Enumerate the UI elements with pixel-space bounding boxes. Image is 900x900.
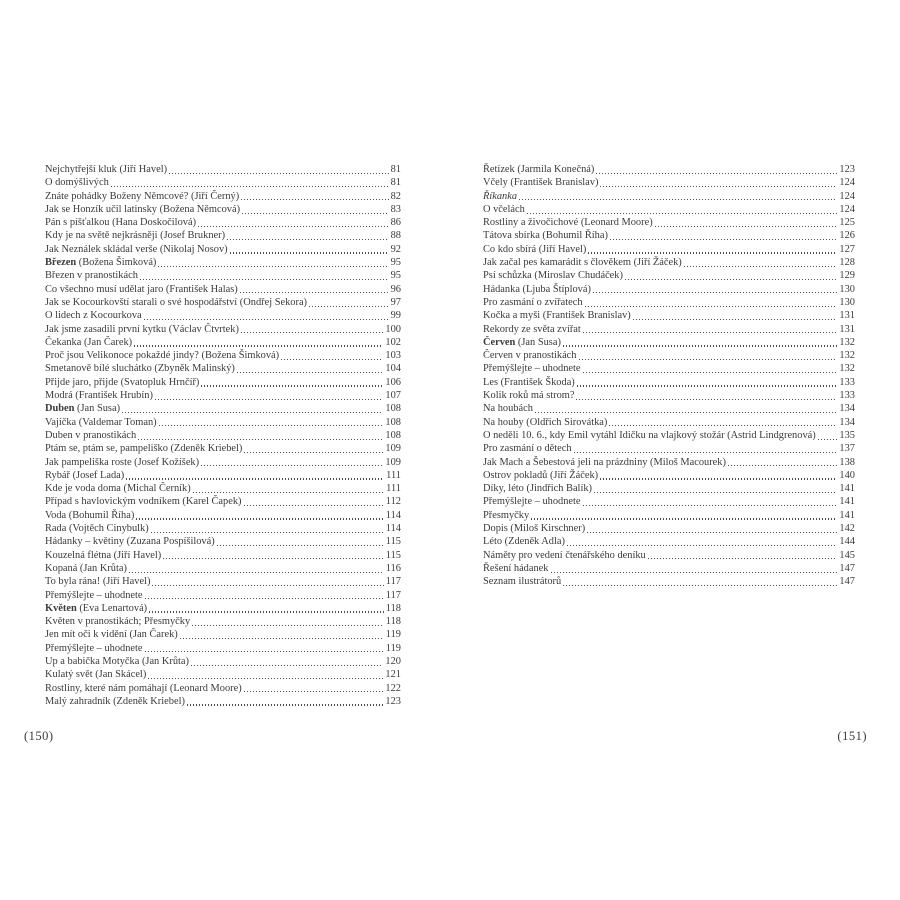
toc-entry-title: Červen v pranostikách: [483, 350, 577, 362]
dot-leader: [280, 349, 384, 362]
toc-entry-title: To byla rána! (Jiří Havel): [45, 576, 151, 588]
toc-entry-page: 121: [385, 669, 401, 681]
toc-entry-page: 114: [385, 523, 401, 535]
toc-entry-page: 122: [385, 682, 401, 694]
toc-entry: [483, 522, 855, 535]
toc-entry-title: Jak Mach a Šebestová jeli na prázdniny (Miloš Macourek): [483, 456, 726, 468]
dot-leader: [534, 402, 838, 415]
dot-leader: [530, 509, 838, 522]
dot-leader: [582, 495, 839, 508]
dot-leader: [683, 256, 839, 269]
toc-entry-title: Pro zasmání o dětech: [483, 443, 572, 455]
toc-entry: [483, 535, 855, 548]
toc-entry-title: Náměty pro vedení čtenářského deníku: [483, 549, 646, 561]
toc-entry-page: 96: [390, 283, 401, 295]
dot-leader: [550, 562, 839, 575]
toc-entry: [45, 229, 401, 242]
dot-leader: [578, 349, 839, 362]
toc-entry-page: 124: [839, 177, 855, 189]
toc-entry-title: Co kdo sbírá (Jiří Havel): [483, 243, 587, 255]
toc-entry-title: Přemýšlejte – uhodnete: [45, 589, 143, 601]
toc-entry-title: Rybář (Josef Lada): [45, 469, 125, 481]
toc-entry-title: Jen mít oči k vidění (Jan Čarek): [45, 629, 178, 641]
toc-entry-title: Seznam ilustrátorů: [483, 576, 562, 588]
toc-entry: [45, 628, 401, 641]
toc-entry-title: Na houbách: [483, 403, 533, 415]
toc-entry-page: 103: [385, 350, 401, 362]
toc-entry-page: 102: [385, 336, 401, 348]
right-page-toc-list: [483, 163, 855, 589]
dot-leader: [582, 362, 839, 375]
toc-entry: [45, 695, 401, 708]
toc-entry: [45, 283, 401, 296]
dot-leader: [139, 269, 390, 282]
toc-entry-page: 86: [390, 217, 401, 229]
toc-entry-page: 107: [385, 390, 401, 402]
toc-entry: [45, 296, 401, 309]
toc-entry-title: Tátova sbírka (Bohumil Říha): [483, 230, 608, 242]
toc-entry-page: 134: [839, 416, 855, 428]
toc-entry: [483, 456, 855, 469]
toc-entry: [483, 562, 855, 575]
dot-leader: [158, 416, 385, 429]
toc-entry-page: 97: [390, 296, 401, 308]
toc-entry-page: 144: [839, 536, 855, 548]
dot-leader: [128, 562, 385, 575]
toc-entry: [45, 389, 401, 402]
toc-entry: [45, 469, 401, 482]
toc-entry-title: Malý zahradník (Zdeněk Kriebel): [45, 695, 185, 707]
toc-entry: [45, 416, 401, 429]
toc-entry-page: 115: [385, 549, 401, 561]
toc-entry-title: O včelách: [483, 203, 525, 215]
toc-entry-title: Kopaná (Jan Krůta): [45, 562, 127, 574]
toc-entry-page: 141: [839, 483, 855, 495]
toc-entry-title: Přemýšlejte – uhodnete: [483, 496, 581, 508]
toc-entry-page: 147: [839, 576, 855, 588]
toc-entry-title: Ostrov pokladů (Jiří Žáček): [483, 469, 599, 481]
toc-entry-page: 123: [839, 164, 855, 175]
toc-entry: [45, 456, 401, 469]
toc-entry-title: Modrá (František Hrubín): [45, 390, 153, 402]
toc-entry-title: Hádanka (Ljuba Štíplová): [483, 283, 591, 295]
toc-entry-title: Proč jsou Velikonoce pokaždé jindy? (Božena Šimková): [45, 350, 280, 362]
toc-entry-page: 82: [390, 190, 401, 202]
toc-entry-title: Nejchytřejší kluk (Jiří Havel): [45, 164, 168, 175]
toc-entry-title: Kolik roků má strom?: [483, 390, 575, 402]
dot-leader: [654, 216, 839, 229]
dot-leader: [197, 216, 390, 229]
left-page-toc-list: [45, 163, 401, 708]
toc-entry: [483, 203, 855, 216]
dot-leader: [190, 655, 384, 668]
dot-leader: [632, 309, 839, 322]
toc-entry: [483, 216, 855, 229]
toc-entry-page: 132: [839, 336, 855, 348]
dot-leader: [162, 549, 385, 562]
toc-entry: [45, 575, 401, 588]
toc-entry-title: Rada (Vojtěch Cinybulk): [45, 523, 149, 535]
toc-entry: [45, 336, 401, 349]
toc-entry: [45, 429, 401, 442]
toc-entry: [45, 668, 401, 681]
toc-entry-page: 132: [839, 350, 855, 362]
dot-leader: [647, 549, 839, 562]
toc-entry: [483, 323, 855, 336]
toc-entry-title: Říkanka: [483, 190, 518, 202]
toc-entry-page: 111: [386, 469, 401, 481]
dot-leader: [200, 376, 384, 389]
toc-entry-page: 138: [839, 456, 855, 468]
toc-entry-page: 140: [839, 469, 855, 481]
dot-leader: [150, 522, 385, 535]
dot-leader: [573, 442, 839, 455]
dot-leader: [582, 323, 839, 336]
toc-entry: [45, 655, 401, 668]
toc-entry-title: Jak Neználek skládal verše (Nikolaj Nosov): [45, 243, 228, 255]
toc-entry: [483, 575, 855, 588]
toc-entry-page: 117: [385, 576, 401, 588]
dot-leader: [226, 229, 390, 242]
toc-entry-title: Přesmyčky: [483, 509, 530, 521]
dot-leader: [110, 176, 390, 189]
toc-entry-page: 125: [839, 217, 855, 229]
dot-leader: [179, 628, 385, 641]
toc-entry-page: 81: [390, 177, 401, 189]
toc-entry: [45, 216, 401, 229]
toc-entry-title: Hádanky – květiny (Zuzana Pospíšilová): [45, 536, 215, 548]
toc-entry: [45, 243, 401, 256]
toc-entry-page: 145: [839, 549, 855, 561]
toc-entry-title: Včely (František Branislav): [483, 177, 599, 189]
toc-entry: [483, 509, 855, 522]
toc-entry-title: Kde je voda doma (Michal Černík): [45, 483, 191, 495]
toc-entry: [45, 323, 401, 336]
toc-entry-page: 130: [839, 283, 855, 295]
toc-entry: [483, 416, 855, 429]
toc-entry: [45, 682, 401, 695]
toc-entry-title: Díky, léto (Jindřich Balík): [483, 483, 592, 495]
toc-entry: [483, 190, 855, 203]
dot-leader: [200, 456, 384, 469]
toc-entry: [483, 429, 855, 442]
toc-entry-title: Vajíčka (Valdemar Toman): [45, 416, 157, 428]
toc-entry-page: 114: [385, 509, 401, 521]
toc-entry-title: Jak se Honzík učil latinsky (Božena Němcová): [45, 203, 241, 215]
dot-leader: [241, 203, 390, 216]
dot-leader: [593, 482, 838, 495]
toc-entry: [45, 495, 401, 508]
toc-entry-page: 88: [390, 230, 401, 242]
toc-entry-title: Čekanka (Jan Čarek): [45, 336, 133, 348]
dot-leader: [599, 469, 838, 482]
dot-leader: [562, 575, 838, 588]
toc-entry-page: 120: [385, 655, 401, 667]
right-page-number: (151): [837, 729, 867, 743]
toc-entry-page: 99: [390, 310, 401, 322]
toc-entry-title: Pán s píšťalkou (Hana Doskočilová): [45, 217, 197, 229]
dot-leader: [576, 376, 839, 389]
toc-entry-title: Rostliny a živočichové (Leonard Moore): [483, 217, 653, 229]
toc-entry-page: 119: [385, 629, 401, 641]
toc-entry-title: Co všechno musí udělat jaro (František Halas): [45, 283, 238, 295]
toc-entry: [483, 376, 855, 389]
dot-leader: [144, 642, 385, 655]
toc-entry: [45, 615, 401, 628]
dot-leader: [151, 575, 384, 588]
dot-leader: [575, 389, 838, 402]
toc-entry: [483, 309, 855, 322]
dot-leader: [308, 296, 390, 309]
dot-leader: [243, 682, 385, 695]
dot-leader: [229, 243, 390, 256]
toc-entry: [483, 283, 855, 296]
toc-entry-title: Na houby (Oldřich Sirovátka): [483, 416, 608, 428]
dot-leader: [137, 429, 384, 442]
dot-leader: [154, 389, 384, 402]
dot-leader: [586, 522, 838, 535]
toc-entry-title: Ptám se, ptám se, pampeliško (Zdeněk Kriebel): [45, 443, 243, 455]
toc-entry-page: 112: [385, 496, 401, 508]
toc-entry: [45, 402, 401, 415]
toc-entry-title: Březen (Božena Šimková): [45, 257, 157, 269]
toc-entry-page: 83: [390, 203, 401, 215]
toc-entry-page: 104: [385, 363, 401, 375]
toc-entry: [483, 269, 855, 282]
toc-entry-title: Kdy je na světě nejkrásněji (Josef Brukner): [45, 230, 226, 242]
toc-entry-page: 92: [390, 243, 401, 255]
toc-entry-page: 142: [839, 523, 855, 535]
toc-entry: [483, 469, 855, 482]
toc-entry-title: Jak pampeliška roste (Josef Kožíšek): [45, 456, 200, 468]
dot-leader: [727, 456, 838, 469]
toc-entry-page: 118: [385, 602, 401, 614]
toc-entry-page: 123: [385, 695, 401, 707]
dot-leader: [191, 615, 385, 628]
toc-entry: [45, 176, 401, 189]
dot-leader: [566, 535, 838, 548]
toc-entry: [483, 402, 855, 415]
toc-entry-page: 127: [839, 243, 855, 255]
toc-entry-title: Květen v pranostikách; Přesmyčky: [45, 616, 191, 628]
dot-leader: [157, 256, 389, 269]
toc-entry-page: 137: [839, 443, 855, 455]
toc-entry: [483, 256, 855, 269]
toc-entry-title: Dopis (Miloš Kirschner): [483, 523, 586, 535]
toc-entry: [45, 203, 401, 216]
toc-entry: [483, 176, 855, 189]
toc-entry-page: 116: [385, 562, 401, 574]
dot-leader: [595, 163, 838, 176]
toc-entry-title: Přemýšlejte – uhodnete: [483, 363, 581, 375]
toc-entry-title: Řešení hádanek: [483, 562, 549, 574]
toc-entry-title: Smetanově bílé sluchátko (Zbyněk Malinský): [45, 363, 235, 375]
toc-entry-page: 108: [385, 416, 401, 428]
toc-entry-title: Jak začal pes kamarádit s člověkem (Jiří Žáček): [483, 257, 682, 269]
toc-entry-title: Léto (Zdeněk Adla): [483, 536, 565, 548]
toc-entry-page: 95: [390, 257, 401, 269]
toc-entry-title: Duben (Jan Susa): [45, 403, 121, 415]
left-page-number: (150): [24, 729, 54, 743]
toc-entry: [45, 522, 401, 535]
dot-leader: [562, 336, 838, 349]
toc-entry-page: 117: [385, 589, 401, 601]
toc-entry-title: Červen (Jan Susa): [483, 336, 561, 348]
toc-entry-page: 129: [839, 270, 855, 282]
toc-entry-title: Psí schůzka (Miroslav Chudáček): [483, 270, 623, 282]
toc-entry-page: 128: [839, 257, 855, 269]
toc-entry-title: Duben v pranostikách: [45, 429, 137, 441]
dot-leader: [239, 283, 390, 296]
dot-leader: [192, 482, 385, 495]
dot-leader: [135, 509, 385, 522]
toc-entry: [45, 442, 401, 455]
toc-entry-page: 141: [839, 496, 855, 508]
dot-leader: [121, 402, 384, 415]
toc-entry-page: 124: [839, 190, 855, 202]
dot-leader: [148, 602, 385, 615]
toc-entry-page: 109: [385, 456, 401, 468]
toc-entry: [483, 389, 855, 402]
dot-leader: [240, 190, 389, 203]
toc-entry: [483, 296, 855, 309]
toc-entry-page: 132: [839, 363, 855, 375]
dot-leader: [143, 309, 390, 322]
toc-entry: [483, 336, 855, 349]
toc-entry: [483, 495, 855, 508]
toc-entry-page: 133: [839, 376, 855, 388]
toc-entry: [45, 256, 401, 269]
dot-leader: [133, 336, 384, 349]
dot-leader: [168, 163, 390, 176]
toc-entry-title: Kočka a myši (František Branislav): [483, 310, 631, 322]
dot-leader: [236, 362, 385, 375]
toc-entry-title: Řetízek (Jarmila Konečná): [483, 164, 595, 175]
toc-entry-title: Přijde jaro, přijde (Svatopluk Hrnčíř): [45, 376, 200, 388]
toc-entry-page: 133: [839, 390, 855, 402]
toc-entry: [483, 549, 855, 562]
toc-entry-title: Květen (Eva Lenartová): [45, 602, 148, 614]
toc-entry-title: Les (František Škoda): [483, 376, 575, 388]
toc-entry-page: 119: [385, 642, 401, 654]
toc-entry-title: Případ s havlovickým vodníkem (Karel Čapek): [45, 496, 242, 508]
toc-entry-page: 108: [385, 403, 401, 415]
toc-entry-page: 131: [839, 323, 855, 335]
toc-entry-page: 130: [839, 296, 855, 308]
toc-entry-page: 126: [839, 230, 855, 242]
dot-leader: [147, 668, 384, 681]
toc-entry-title: Rekordy ze světa zvířat: [483, 323, 581, 335]
dot-leader: [144, 589, 385, 602]
dot-leader: [584, 296, 839, 309]
toc-entry: [45, 376, 401, 389]
toc-entry-title: Rostliny, které nám pomáhají (Leonard Moore): [45, 682, 242, 694]
toc-entry: [45, 349, 401, 362]
toc-entry: [45, 362, 401, 375]
dot-leader: [243, 495, 385, 508]
toc-entry: [483, 442, 855, 455]
toc-entry: [45, 562, 401, 575]
dot-leader: [587, 243, 838, 256]
toc-entry-title: O neděli 10. 6., kdy Emil vytáhl Idičku na vlajkový stožár (Astrid Lindgrenová): [483, 429, 816, 441]
toc-entry-page: 81: [390, 164, 401, 175]
toc-entry-title: Březen v pranostikách: [45, 270, 138, 282]
toc-entry-page: 134: [839, 403, 855, 415]
dot-leader: [624, 269, 838, 282]
toc-entry-title: Kouzelná flétna (Jiří Havel): [45, 549, 162, 561]
toc-entry-page: 111: [386, 483, 401, 495]
toc-entry: [45, 309, 401, 322]
dot-leader: [608, 416, 838, 429]
toc-entry: [45, 190, 401, 203]
toc-entry-page: 141: [839, 509, 855, 521]
dot-leader: [186, 695, 384, 708]
toc-entry-page: 100: [385, 323, 401, 335]
dot-leader: [216, 535, 385, 548]
toc-entry: [483, 243, 855, 256]
toc-entry-title: O lidech z Kocourkova: [45, 310, 142, 322]
dot-leader: [240, 323, 385, 336]
toc-entry-page: 147: [839, 562, 855, 574]
dot-leader: [518, 190, 838, 203]
toc-entry-title: Kulatý svět (Jan Skácel): [45, 669, 147, 681]
toc-entry: [483, 362, 855, 375]
dot-leader: [125, 469, 385, 482]
toc-entry-page: 131: [839, 310, 855, 322]
toc-entry: [483, 482, 855, 495]
toc-entry-title: Znáte pohádky Boženy Němcové? (Jiří Černý): [45, 190, 240, 202]
toc-entry: [483, 349, 855, 362]
toc-entry: [45, 589, 401, 602]
toc-entry-page: 135: [839, 429, 855, 441]
dot-leader: [243, 442, 384, 455]
toc-entry: [45, 269, 401, 282]
toc-entry-page: 118: [385, 616, 401, 628]
toc-entry: [483, 163, 855, 176]
toc-entry: [45, 163, 401, 176]
toc-entry-page: 106: [385, 376, 401, 388]
toc-entry: [45, 535, 401, 548]
toc-entry: [45, 642, 401, 655]
toc-entry-title: Pro zasmání o zvířatech: [483, 296, 583, 308]
toc-entry-title: Voda (Bohumil Říha): [45, 509, 135, 521]
toc-entry: [45, 602, 401, 615]
toc-entry: [483, 229, 855, 242]
toc-entry: [45, 509, 401, 522]
toc-entry-title: Jak se Kocourkovští starali o své hospodářství (Ondřej Sekora): [45, 296, 308, 308]
toc-entry-title: Up a babička Motyčka (Jan Krůta): [45, 655, 189, 667]
toc-entry: [45, 549, 401, 562]
toc-entry-page: 124: [839, 203, 855, 215]
toc-entry-page: 115: [385, 536, 401, 548]
dot-leader: [526, 203, 839, 216]
toc-entry: [45, 482, 401, 495]
toc-entry-title: Jak jsme zasadili první kytku (Václav Čtvrtek): [45, 323, 239, 335]
dot-leader: [599, 176, 838, 189]
toc-entry-page: 108: [385, 429, 401, 441]
dot-leader: [592, 283, 838, 296]
toc-entry-title: Přemýšlejte – uhodnete: [45, 642, 143, 654]
dot-leader: [817, 429, 839, 442]
toc-entry-page: 109: [385, 443, 401, 455]
dot-leader: [609, 229, 838, 242]
toc-entry-title: O domýšlivých: [45, 177, 109, 189]
toc-entry-page: 95: [390, 270, 401, 282]
